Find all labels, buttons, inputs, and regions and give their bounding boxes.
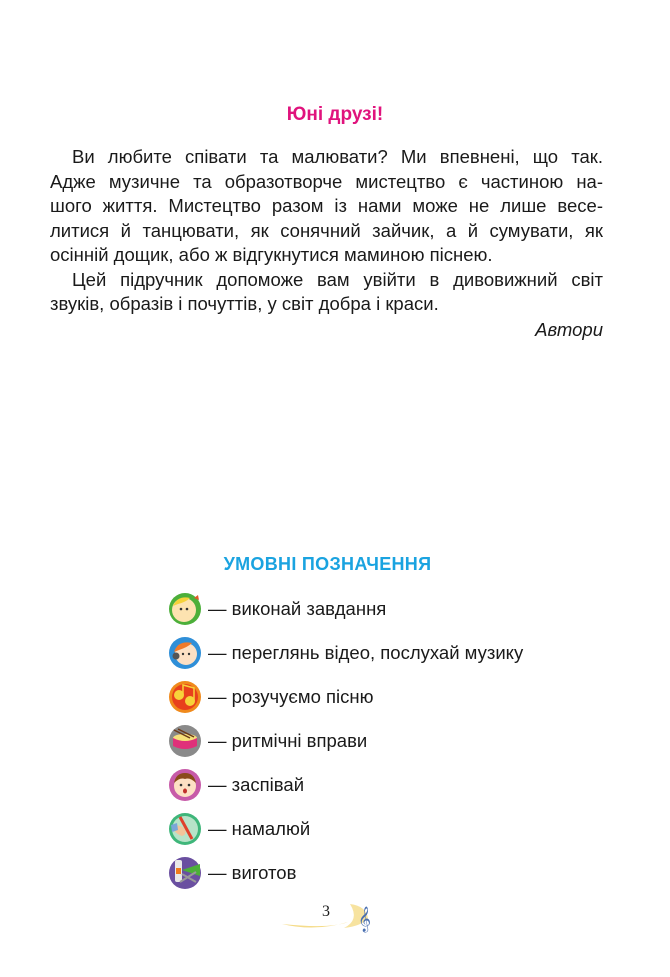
sing-icon — [168, 768, 202, 802]
page-footer — [280, 896, 380, 936]
paragraph-2 — [50, 268, 603, 317]
text-line: Адже музичне та образотворче мистецтво є частиною на- — [50, 170, 603, 192]
signature: Автори — [535, 318, 603, 340]
legend-item — [168, 631, 523, 675]
legend-title: УМОВНІ ПОЗНАЧЕННЯ — [223, 554, 432, 574]
text-line: Ви любите співати та малювати? Ми впевнені, що так. — [72, 146, 603, 167]
legend-item — [168, 851, 523, 895]
text-line: шого життя. Мистецтво разом із нами може не лише весе- — [50, 195, 603, 216]
legend-item — [168, 587, 523, 631]
footer-swoosh-icon — [280, 896, 380, 936]
legend-item — [168, 719, 523, 763]
learn-song-icon — [168, 680, 202, 714]
rhythm-drum-icon — [168, 724, 202, 758]
text-line: осінній дощик, або ж відгукнутися маминою піснею. — [50, 244, 493, 265]
intro-text — [50, 145, 603, 342]
legend-label: — переглянь відео, послухай музику — [208, 642, 524, 663]
legend-label: — ритмічні вправи — [208, 730, 368, 751]
make-craft-icon — [168, 856, 202, 890]
draw-icon — [168, 812, 202, 846]
legend-label: — виконай завдання — [208, 598, 387, 619]
legend-item — [168, 763, 523, 807]
legend-label: — виготов — [208, 862, 297, 883]
text-line: звуків, образів і почуттів, у світ добра і краси. — [50, 293, 439, 314]
legend-label: — заспівай — [208, 774, 305, 795]
watch-listen-icon — [168, 636, 202, 670]
paragraph-1 — [50, 145, 603, 268]
legend — [168, 587, 523, 895]
text-line: Цей підручник допоможе вам увійти в дивовижний світ — [72, 268, 603, 290]
legend-label: — розучуємо пісню — [208, 686, 374, 707]
treble-clef-icon: 𝄞 — [358, 907, 372, 932]
page-title: Юні друзі! — [286, 104, 384, 125]
legend-item — [168, 675, 523, 719]
text-line: литися й танцювати, як сонячний зайчик, а й сумувати, як — [50, 219, 603, 241]
do-task-icon — [168, 592, 202, 626]
legend-label: — намалюй — [208, 818, 311, 839]
legend-item — [168, 807, 523, 851]
page-number: 3 — [322, 903, 330, 920]
